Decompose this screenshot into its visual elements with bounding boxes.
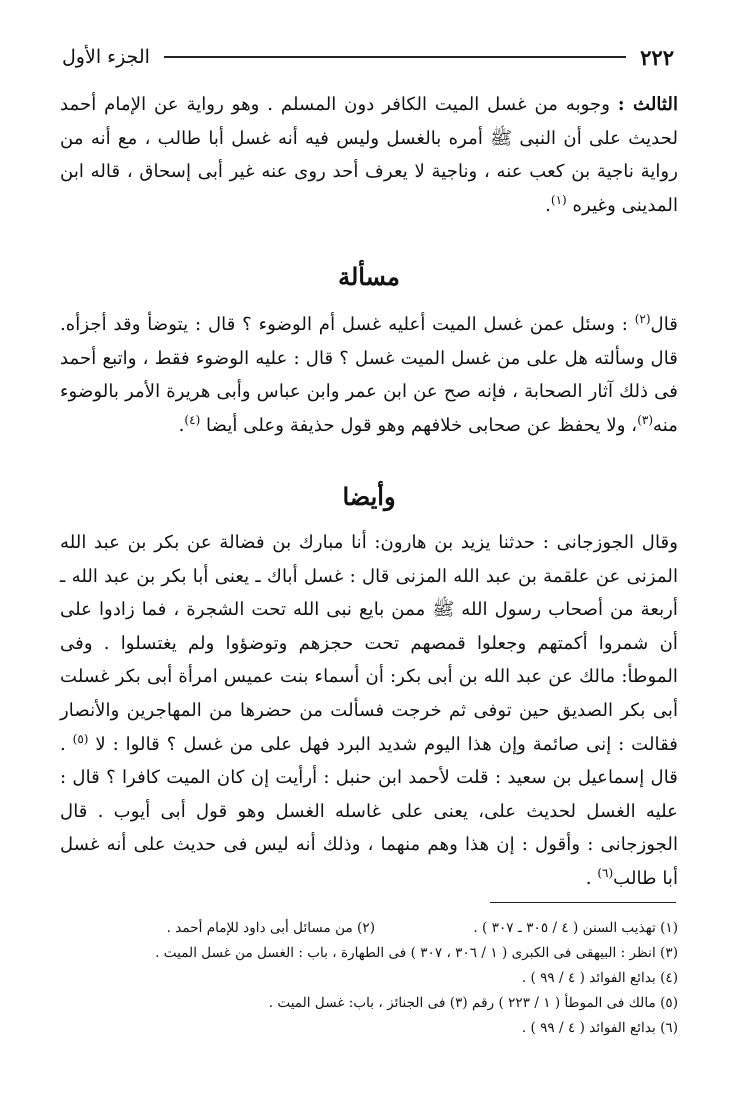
footnote-1: (١) تهذيب السنن ( ٤ / ٣٠٥ ـ ٣٠٧ ) . <box>473 920 678 936</box>
paragraph-body: وجوبه من غسل الميت الكافر دون المسلم . وهو رواية عن الإمام أحمد لحديث على أن النبى ﷺ أمره بالغسل وليس فيه أنه غسل أبا طالب ، مع أنه من رواية ناجية بن كعب عنه ، وناجية لا يعرف أحد روى عنه غير أبى إسحاق ، قاله ابن المدينى وغيره <box>60 94 678 216</box>
footnote-ref-3: (٣) <box>637 412 654 427</box>
paragraph-text <box>60 526 678 896</box>
header-rule <box>164 56 626 58</box>
paragraph-text <box>60 88 678 222</box>
paragraph-end: . <box>178 414 185 436</box>
footnote-5: (٥) مالك فى الموطأ ( ١ / ٢٢٣ ) رقم (٣) فى الجنائز ، باب: غسل الميت . <box>268 995 678 1011</box>
footnote-separator <box>490 902 676 903</box>
paragraph-wa-aydan <box>60 526 678 896</box>
footnote-ref-5: (٥) <box>72 731 89 746</box>
page-header <box>62 42 674 72</box>
section-heading-masala: مسألة <box>338 262 400 291</box>
section-heading-wa-aydan: وأيضا <box>342 482 396 511</box>
paragraph-third-view <box>60 88 678 222</box>
paragraph-lead: الثالث : <box>617 94 679 115</box>
footnotes <box>60 916 678 1041</box>
paragraph-text <box>60 308 678 442</box>
page-number: ٢٢٢ <box>640 44 674 70</box>
footnote-ref-1: (١) <box>550 192 567 207</box>
footnote-ref-2: (٢) <box>634 311 651 326</box>
paragraph-masala <box>60 308 678 442</box>
paragraph-body: : وسئل عمن غسل الميت أعليه غسل أم الوضوء ؟ قال : يتوضأ وقد أجزأه. قال وسألته هل على من غسل الميت غسل ؟ قال : عليه الوضوء فقط ، واتبع أحمد فى ذلك آثار الصحابة ، فإنه صح عن ابن عمر وابن عباس وأبى هريرة الأمر بالوضوء منه <box>60 314 678 436</box>
paragraph-body: ، ولا يحفظ عن صحابى خلافهم وهو قول حذيفة وعلى أيضا <box>200 414 638 436</box>
footnote-ref-6: (٦) <box>597 865 614 880</box>
footnote-row <box>60 916 678 941</box>
paragraph-body: وقال الجوزجانى : حدثنا يزيد بن هارون: أنا مبارك بن فضالة عن بكر بن عبد الله المزنى عن علقمة بن عبد الله المزنى قال : غسل أباك ـ يعنى أبا بكر بن عبد الله ـ أربعة من أصحاب رسول الله ﷺ ممن بايع نبى الله تحت الشجرة ، فما زادوا على أن شمروا أكمتهم وجعلوا قمصهم تحت حجزهم وتوضؤوا ولم يغتسلوا . وفى الموطأ: مالك عن عبد الله بن أبى بكر: أن أسماء بنت عميس امرأة أبى بكر غسلت أبى بكر الصديق حين توفى ثم خرجت فسألت من حضرها من المهاجرين والأنصار فقالت : إنى صائمة وإن هذا اليوم شديد البرد فهل على من غسل ؟ قالوا : لا <box>60 532 678 755</box>
running-title: الجزء الأول <box>62 46 150 68</box>
footnote-ref-4: (٤) <box>184 412 201 427</box>
paragraph-end: . <box>585 867 598 889</box>
footnote-6: (٦) بدائع الفوائد ( ٤ / ٩٩ ) . <box>521 1020 678 1036</box>
paragraph-body: . قال إسماعيل بن سعيد : قلت لأحمد ابن حنبل : أرأيت إن كان الميت كافرا ؟ قال : عليه الغسل لحديث على، يعنى على غاسله الغسل وهو قول أبى أيوب . قال الجوزجانى : وأقول : إن هذا وهم منهما ، وذلك أنه ليس فى حديث على أنه غسل أبا طالب <box>60 733 678 889</box>
footnote-4: (٤) بدائع الفوائد ( ٤ / ٩٩ ) . <box>521 970 678 986</box>
footnote-3: (٣) انظر : البيهقى فى الكبرى ( ١ / ٣٠٦ ، ٣٠٧ ) فى الطهارة ، باب : الغسل من غسل الميت . <box>155 945 678 961</box>
paragraph-end: . <box>545 194 551 216</box>
footnote-2: (٢) من مسائل أبى داود للإمام أحمد . <box>166 920 375 936</box>
paragraph-body: قال <box>650 314 678 335</box>
